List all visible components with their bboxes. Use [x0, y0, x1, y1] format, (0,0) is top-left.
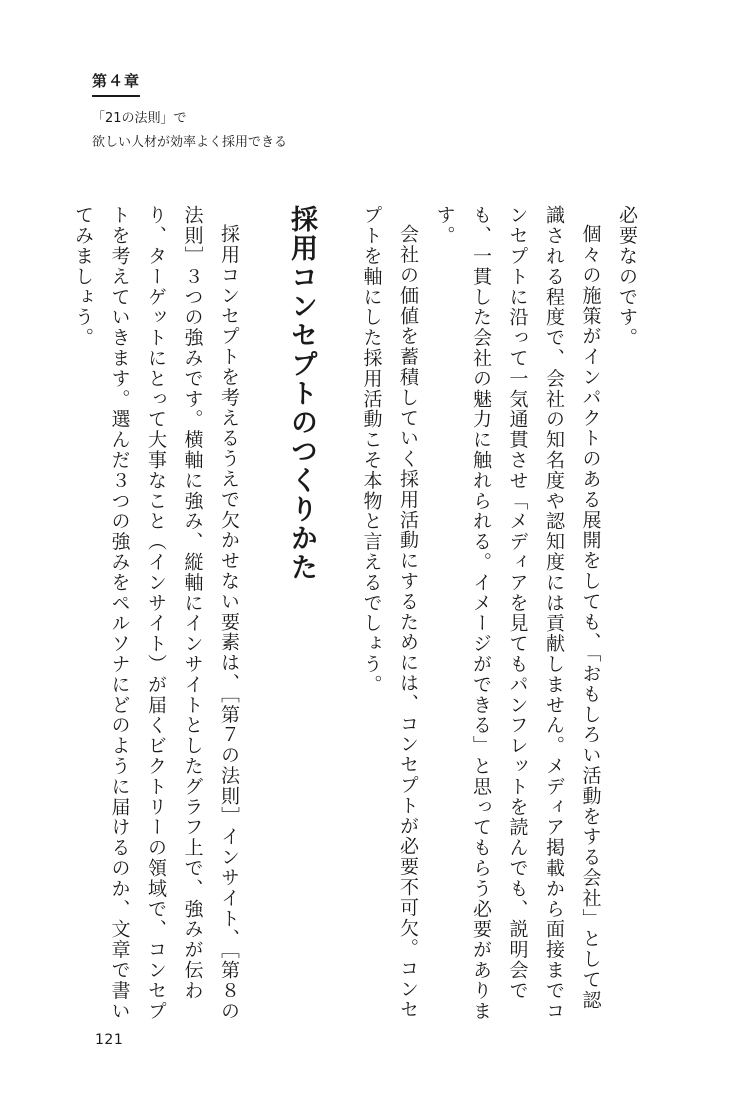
paragraph-4: 採用コンセプトを考えるうえで欠かせない要素は、［第７の法則］インサイト、［第８の法則］３つの強みです。横軸に強み、縦軸にインサイトとしたグラフ上で、強みが伝わり、ターゲットにとって大事なこと（インサイト）が届くビクトリーの領域で、コンセプトを考えていきます。選んだ３つの強みをペルソナにどのように届けるのか、文章で書いてみましょう。: [72, 205, 240, 1021]
chapter-subtitle-line1: 「21の法則」で: [92, 111, 187, 126]
chapter-subtitle-line2: 欲しい人材が効率よく採用できる: [92, 135, 288, 150]
paragraph-1: 必要なのです。: [616, 205, 638, 348]
paragraph-2: 個々の施策がインパクトのある展開をしても、「おもしろい活動をする会社」として認識される程度で、会社の知名度や認知度には貢献しません。メディア掲載から面接までコンセプトに沿って一気通貫させ「メディアを見てもパンフレットを読んでも、説明会でも、一貫した会社の魅力に触れられる。イメージができる」と思ってもらう必要があります。: [433, 205, 602, 1021]
paragraph-3: 会社の価値を蓄積していく採用活動にするためには、コンセプトが必要不可欠。コンセプトを軸にした採用活動こそ本物と言えるでしょう。: [360, 205, 419, 1020]
chapter-header: [92, 70, 287, 153]
chapter-label: 第４章: [92, 70, 140, 97]
page-number: 121: [95, 1032, 124, 1048]
vertical-body-text: [72, 205, 645, 1025]
section-heading: 採用コンセプトのつくりかた: [286, 205, 317, 582]
